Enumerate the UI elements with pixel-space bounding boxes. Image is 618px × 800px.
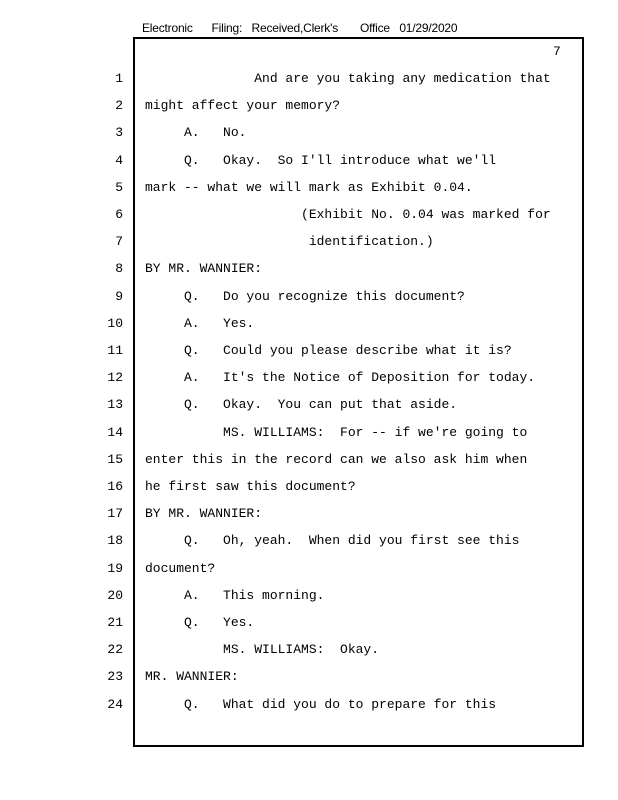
filing-stamp-header	[142, 21, 457, 35]
transcript-line: A. This morning.	[145, 587, 325, 603]
line-number: 5	[115, 179, 123, 195]
line-number: 16	[107, 479, 123, 494]
line-number: 21	[107, 615, 123, 630]
transcript-line: document?	[145, 560, 216, 576]
line-number: 13	[107, 397, 123, 413]
transcript-line: And are you taking any medication that	[145, 71, 551, 86]
line-number: 4	[115, 152, 123, 168]
transcript-line: BY MR. WANNIER:	[145, 506, 263, 522]
transcript-line: A. Yes.	[145, 315, 255, 331]
line-number: 7	[115, 234, 123, 250]
transcript-line: Q. Yes.	[145, 615, 255, 630]
transcript-line: Q. Okay. You can put that aside.	[145, 397, 458, 413]
filing-stamp-electronic: Electronic	[142, 21, 193, 35]
transcript-line: MS. WILLIAMS: Okay.	[145, 642, 380, 658]
filing-stamp-filing: Filing:	[211, 21, 243, 35]
transcript-line: MR. WANNIER:	[145, 669, 239, 685]
transcript-line: MS. WILLIAMS: For -- if we're going to	[145, 424, 528, 440]
line-number: 18	[107, 533, 123, 549]
filing-stamp-date: 01/29/2020	[399, 21, 458, 35]
transcript-line: mark -- what we will mark as Exhibit 0.04.	[145, 179, 473, 195]
transcript-line: Q. What did you do to prepare for this	[145, 696, 497, 712]
line-number: 22	[107, 642, 123, 658]
line-number: 12	[107, 370, 123, 386]
line-number: 3	[115, 125, 123, 141]
filing-stamp-received: Received,Clerk's	[251, 21, 339, 35]
filing-stamp-office: Office	[359, 21, 390, 35]
line-number: 9	[115, 288, 123, 304]
transcript-line: A. It's the Notice of Deposition for today.	[145, 370, 536, 386]
transcript-line: Q. Oh, yeah. When did you first see this	[145, 533, 520, 549]
transcript-line: enter this in the record can we also ask him when	[145, 451, 528, 467]
page-number: 7	[553, 44, 561, 59]
line-number: 15	[107, 451, 123, 467]
line-number: 14	[107, 424, 123, 440]
line-number: 17	[107, 506, 123, 522]
transcript-line: Q. Could you please describe what it is?	[145, 343, 512, 358]
line-number: 24	[107, 696, 123, 712]
transcript-line: (Exhibit No. 0.04 was marked for	[145, 207, 551, 222]
line-number: 6	[115, 207, 123, 222]
line-number: 1	[115, 71, 123, 86]
line-number: 23	[107, 669, 123, 685]
line-number: 11	[107, 343, 123, 358]
line-number: 10	[107, 315, 123, 331]
line-number: 20	[107, 587, 123, 603]
line-number: 2	[115, 98, 123, 114]
transcript-line: Q. Do you recognize this document?	[145, 288, 465, 304]
line-number: 19	[107, 560, 123, 576]
line-number: 8	[115, 261, 123, 277]
transcript-line: A. No.	[145, 125, 247, 141]
transcript-line: identification.)	[145, 234, 434, 250]
transcript-line: BY MR. WANNIER:	[145, 261, 263, 277]
transcript-line: Q. Okay. So I'll introduce what we'll	[145, 152, 497, 168]
transcript-line: he first saw this document?	[145, 479, 356, 494]
transcript-line: might affect your memory?	[145, 98, 341, 114]
